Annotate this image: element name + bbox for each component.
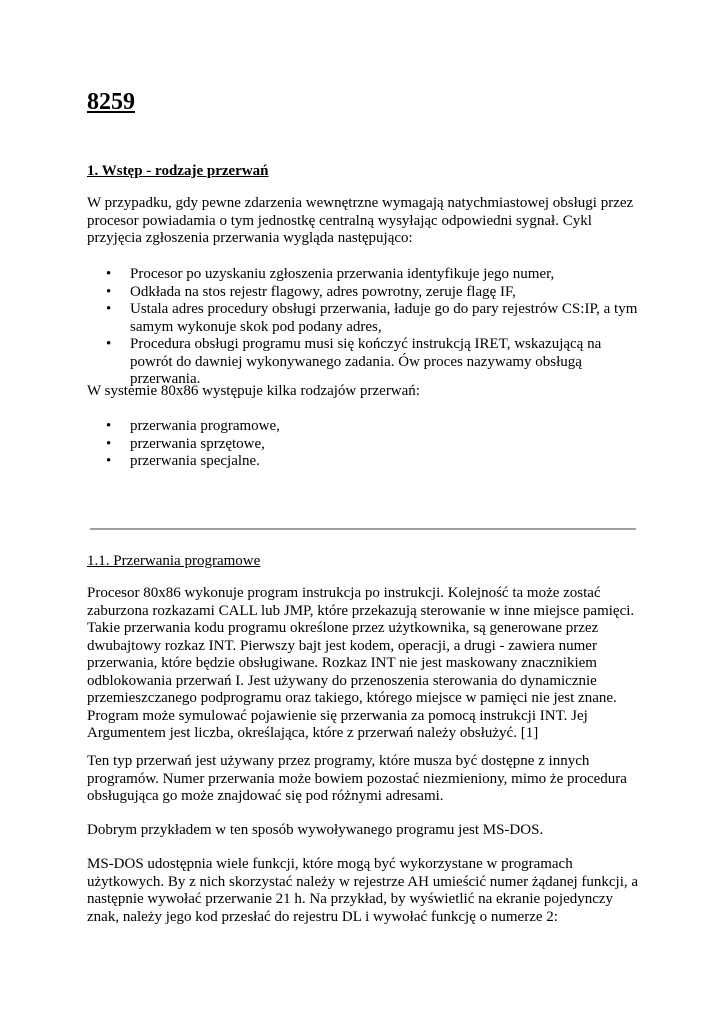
list-item: [87, 284, 647, 302]
list-item: [87, 336, 647, 389]
interrupt-cycle-list: [87, 266, 647, 389]
paragraph: Procesor 80x86 wykonuje program instrukcja po instrukcji. Kolejność ta może zostać zaburzona rozkazami CALL lub JMP, które przekazują sterowanie w inne miejsce pamięci. Takie przerwania kodu programu określone przez użytkownika, są generowane przez dwubajtowy rozkaz INT. Pierwszy bajt jest kodem, operacji, a drugi - zawiera numer przerwania, które będzie obsługiwane. Rozkaz INT nie jest maskowany znacznikiem odblokowania przerwań I. Jest używany do przenoszenia sterowania do dynamicznie przemieszczanego podprogramu oraz takiego, którego miejsce w pamięci nie jest znane. Program może symulować pojawienie się przerwania za pomocą instrukcji INT. Jej Argumentem jest liczba, określająca, które z przerwań należy obsłużyć. [1]: [87, 585, 635, 741]
paragraph: Dobrym przykładem w ten sposób wywoływanego programu jest MS-DOS.: [87, 822, 544, 838]
bullet-icon: •: [106, 283, 112, 300]
list-item-text: Odkłada na stos rejestr flagowy, adres powrotny, zeruje flagę IF,: [130, 283, 516, 300]
bullet-icon: •: [106, 453, 112, 469]
list-item-text: Procesor po uzyskaniu zgłoszenia przerwania identyfikuje jego numer,: [130, 266, 555, 282]
list-item-text: przerwania specjalne.: [130, 453, 260, 469]
bullet-icon: •: [106, 336, 112, 352]
list-item: [87, 266, 647, 284]
horizontal-divider: [90, 528, 636, 530]
bullet-icon: •: [106, 301, 112, 317]
list-item: [87, 418, 647, 436]
list-item-text: przerwania programowe,: [130, 418, 280, 434]
list-item-text: Procedura obsługi programu musi się kończyć instrukcją IRET, wskazującą na powrót do dawniej wykonywanego zadania. Ów proces nazywamy obsługą przerwania.: [130, 336, 602, 387]
intro-paragraph: W przypadku, gdy pewne zdarzenia wewnętrzne wymagają natychmiastowej obsługi przez procesor powiadamia o tym jednostkę centralną wysyłając odpowiedni sygnał. Cykl przyjęcia zgłoszenia przerwania wygląda następująco:: [87, 195, 634, 246]
bullet-icon: •: [106, 418, 112, 434]
bullet-icon: •: [106, 435, 112, 452]
bullet-icon: •: [106, 266, 112, 282]
section-heading-intro: 1. Wstęp - rodzaje przerwań: [87, 163, 269, 179]
list-item-text: przerwania sprzętowe,: [130, 435, 265, 452]
paragraph: MS-DOS udostępnia wiele funkcji, które mogą być wykorzystane w programach użytkowych. By z nich skorzystać należy w rejestrze AH umieścić numer żądanej funkcji, a następnie wywołać przerwanie 21 h. Na przykład, by wyświetlić na ekranie pojedynczy znak, należy jego kod przesłać do rejestru DL i wywołać funkcję o numerze 2:: [87, 856, 639, 925]
interrupt-types-list: [87, 418, 647, 471]
types-intro: W systemie 80x86 występuje kilka rodzajów przerwań:: [87, 383, 420, 399]
paragraph: Ten typ przerwań jest używany przez programy, które musza być dostępne z innych programów. Numer przerwania może bowiem pozostać niezmieniony, mimo że procedura obsługująca go może znajdować się pod różnymi adresami.: [87, 753, 627, 804]
list-item-text: Ustala adres procedury obsługi przerwania, ładuje go do pary rejestrów CS:IP, a tym samym wykonuje skok pod podany adres,: [130, 301, 638, 335]
list-item: [87, 301, 647, 336]
list-item: [87, 436, 647, 454]
subsection-heading: 1.1. Przerwania programowe: [87, 553, 261, 569]
document-title: 8259: [87, 89, 135, 115]
list-item: [87, 453, 647, 471]
